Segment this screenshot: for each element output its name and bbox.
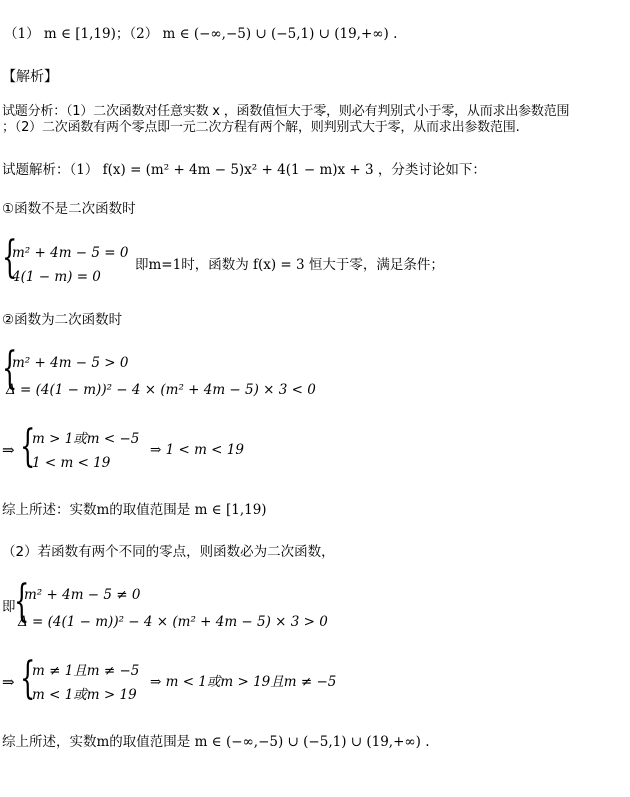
case1-conclusion: 即m=1时，函数为 f(x) = 3 恒大于零，满足条件； <box>135 257 444 273</box>
section-heading: 【解析】 <box>2 69 58 85</box>
case1-heading: ①函数不是二次函数时 <box>2 201 136 217</box>
case1-eq1: m² + 4m − 5 = 0 <box>12 245 129 261</box>
part2-eq2: Δ = (4(1 − m))² − 4 × (m² + 4m − 5) × 3 > 0 <box>18 614 328 630</box>
part2-sub2: m < 1或m > 19 <box>32 687 137 703</box>
part2-eq1: m² + 4m − 5 ≠ 0 <box>24 587 141 603</box>
solution-intro: 试题解析：（1） f(x) = (m² + 4m − 5)x² + 4(1 − m)x + 3 ，分类讨论如下： <box>2 162 486 178</box>
case2-result: ⇒ 1 < m < 19 <box>150 442 244 458</box>
part2-intro: （2）若函数有两个不同的零点，则函数必为二次函数， <box>2 544 335 560</box>
part2-sub-brace: { <box>20 653 36 704</box>
case2-eq2: Δ = (4(1 − m))² − 4 × (m² + 4m − 5) × 3 < 0 <box>6 382 316 398</box>
part2-prefix: 即 <box>2 599 16 615</box>
part2-sub1: m ≠ 1且m ≠ −5 <box>32 663 140 679</box>
part2-arrow: ⇒ <box>2 673 15 691</box>
case2-heading: ②函数为二次函数时 <box>2 312 123 328</box>
case2-sub-brace: { <box>20 421 36 472</box>
summary-2: 综上所述，实数m的取值范围是 m ∈ (−∞,−5) ∪ (−5,1) ∪ (19,+∞) . <box>2 734 430 750</box>
analysis-line-1: 试题分析：（1）二次函数对任意实数 x ，函数值恒大于零，则必有判别式小于零，从而求出参数范围 <box>2 104 570 119</box>
summary-1: 综上所述：实数m的取值范围是 m ∈ [1,19) <box>2 502 267 518</box>
case2-brace: { <box>2 343 18 394</box>
case1-eq2: 4(1 − m) = 0 <box>12 269 101 285</box>
case2-arrow: ⇒ <box>2 441 15 459</box>
case2-sub1: m > 1或m < −5 <box>32 431 140 447</box>
answer-line: （1） m ∈ [1,19)；（2） m ∈ (−∞,−5) ∪ (−5,1) ∪ (19,+∞) . <box>4 26 398 42</box>
case2-eq1: m² + 4m − 5 > 0 <box>12 355 129 371</box>
part2-result: ⇒ m < 1或m > 19且m ≠ −5 <box>150 674 337 690</box>
analysis-line-2: ；（2）二次函数有两个零点即一元二次方程有两个解，则判别式大于零，从而求出参数范围. <box>2 120 520 135</box>
part2-brace: { <box>14 576 30 627</box>
case2-sub2: 1 < m < 19 <box>32 455 111 471</box>
case1-brace: { <box>2 232 18 283</box>
